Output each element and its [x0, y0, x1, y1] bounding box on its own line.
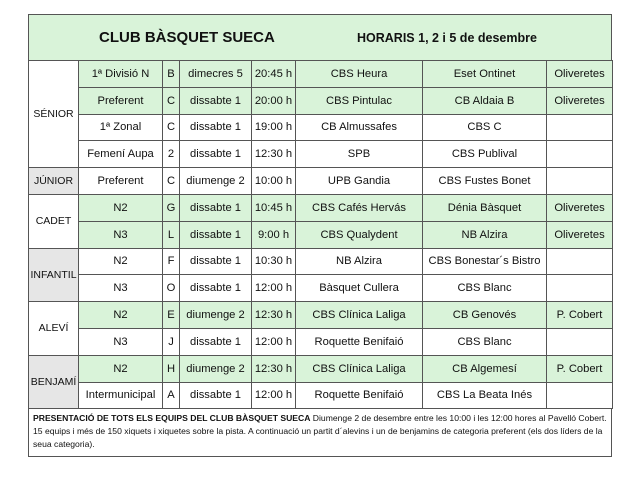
day-cell: dissabte 1 [180, 275, 252, 302]
away-cell: CBS Bonestar´s Bistro [423, 248, 547, 275]
code-cell: C [163, 87, 180, 114]
table-row [29, 141, 613, 168]
venue-cell [547, 275, 613, 302]
team-cell: 1ª Divisió N [79, 61, 163, 88]
away-cell: Dénia Bàsquet [423, 194, 547, 221]
time-cell: 10:30 h [252, 248, 296, 275]
day-cell: diumenge 2 [180, 355, 252, 382]
venue-cell [547, 248, 613, 275]
day-cell: dissabte 1 [180, 87, 252, 114]
home-cell: Roquette Benifaió [296, 382, 423, 409]
presentation-title: PRESENTACIÓ DE TOTS ELS EQUIPS DEL CLUB BÀSQUET SUECA [33, 413, 311, 424]
time-cell: 12:30 h [252, 302, 296, 329]
presentation-text: Diumenge 2 de desembre entre les 10:00 i les 12:00 hores al Pavelló Cobert. 15 equips i més de 150 xiquets i xiquetes sobre la pista. A continuació un partit d´alevins i un de benjamins de categoria preferent (els dos líders de la seua categoria). [33, 413, 607, 450]
club-title: CLUB BÀSQUET SUECA [99, 29, 275, 46]
time-cell: 12:00 h [252, 382, 296, 409]
day-cell: dissabte 1 [180, 141, 252, 168]
home-cell: CB Almussafes [296, 114, 423, 141]
team-cell: Preferent [79, 87, 163, 114]
home-cell: CBS Heura [296, 61, 423, 88]
venue-cell [547, 168, 613, 195]
code-cell: A [163, 382, 180, 409]
team-cell: N3 [79, 328, 163, 355]
home-cell: NB Alzira [296, 248, 423, 275]
time-cell: 12:30 h [252, 355, 296, 382]
home-cell: CBS Clínica Laliga [296, 355, 423, 382]
day-cell: dissabte 1 [180, 194, 252, 221]
schedule-table [28, 60, 613, 409]
time-cell: 10:00 h [252, 168, 296, 195]
venue-cell [547, 141, 613, 168]
venue-cell: Oliveretes [547, 87, 613, 114]
venue-cell [547, 382, 613, 409]
table-row [29, 87, 613, 114]
day-cell: dissabte 1 [180, 328, 252, 355]
team-cell: Femení Aupa [79, 141, 163, 168]
home-cell: CBS Qualydent [296, 221, 423, 248]
table-row [29, 61, 613, 88]
team-cell: Preferent [79, 168, 163, 195]
venue-cell: Oliveretes [547, 194, 613, 221]
day-cell: dimecres 5 [180, 61, 252, 88]
table-row [29, 168, 613, 195]
code-cell: C [163, 114, 180, 141]
schedule-dates: HORARIS 1, 2 i 5 de desembre [357, 30, 537, 45]
team-cell: Intermunicipal [79, 382, 163, 409]
away-cell: CB Aldaia B [423, 87, 547, 114]
time-cell: 12:00 h [252, 275, 296, 302]
away-cell: CBS C [423, 114, 547, 141]
category-label: ALEVÍ [29, 302, 79, 356]
venue-cell: P. Cobert [547, 302, 613, 329]
team-cell: N2 [79, 302, 163, 329]
away-cell: CBS Blanc [423, 275, 547, 302]
venue-cell: P. Cobert [547, 355, 613, 382]
code-cell: C [163, 168, 180, 195]
code-cell: G [163, 194, 180, 221]
schedule-sheet [28, 14, 612, 457]
time-cell: 20:45 h [252, 61, 296, 88]
table-row [29, 328, 613, 355]
team-cell: 1ª Zonal [79, 114, 163, 141]
away-cell: CBS La Beata Inés [423, 382, 547, 409]
day-cell: diumenge 2 [180, 302, 252, 329]
day-cell: dissabte 1 [180, 221, 252, 248]
away-cell: CBS Publival [423, 141, 547, 168]
category-label: CADET [29, 194, 79, 248]
code-cell: B [163, 61, 180, 88]
table-row [29, 114, 613, 141]
code-cell: L [163, 221, 180, 248]
code-cell: H [163, 355, 180, 382]
venue-cell [547, 114, 613, 141]
team-cell: N2 [79, 194, 163, 221]
home-cell: UPB Gandia [296, 168, 423, 195]
table-row [29, 302, 613, 329]
time-cell: 9:00 h [252, 221, 296, 248]
time-cell: 12:30 h [252, 141, 296, 168]
away-cell: CB Genovés [423, 302, 547, 329]
home-cell: Roquette Benifaió [296, 328, 423, 355]
table-row [29, 275, 613, 302]
day-cell: dissabte 1 [180, 382, 252, 409]
away-cell: Eset Ontinet [423, 61, 547, 88]
table-row [29, 248, 613, 275]
venue-cell: Oliveretes [547, 221, 613, 248]
table-row [29, 194, 613, 221]
table-row [29, 382, 613, 409]
category-label: JÚNIOR [29, 168, 79, 195]
home-cell: Bàsquet Cullera [296, 275, 423, 302]
table-row [29, 355, 613, 382]
away-cell: CBS Fustes Bonet [423, 168, 547, 195]
code-cell: E [163, 302, 180, 329]
presentation-note [28, 409, 612, 457]
venue-cell [547, 328, 613, 355]
time-cell: 19:00 h [252, 114, 296, 141]
away-cell: CB Algemesí [423, 355, 547, 382]
code-cell: J [163, 328, 180, 355]
team-cell: N2 [79, 355, 163, 382]
day-cell: dissabte 1 [180, 248, 252, 275]
time-cell: 10:45 h [252, 194, 296, 221]
team-cell: N3 [79, 275, 163, 302]
schedule-header [28, 14, 612, 60]
category-label: SÉNIOR [29, 61, 79, 168]
away-cell: CBS Blanc [423, 328, 547, 355]
day-cell: diumenge 2 [180, 168, 252, 195]
day-cell: dissabte 1 [180, 114, 252, 141]
table-row [29, 221, 613, 248]
home-cell: CBS Clínica Laliga [296, 302, 423, 329]
time-cell: 12:00 h [252, 328, 296, 355]
category-label: INFANTIL [29, 248, 79, 302]
home-cell: CBS Pintulac [296, 87, 423, 114]
code-cell: O [163, 275, 180, 302]
code-cell: F [163, 248, 180, 275]
home-cell: SPB [296, 141, 423, 168]
team-cell: N2 [79, 248, 163, 275]
home-cell: CBS Cafés Hervás [296, 194, 423, 221]
venue-cell: Oliveretes [547, 61, 613, 88]
time-cell: 20:00 h [252, 87, 296, 114]
team-cell: N3 [79, 221, 163, 248]
code-cell: 2 [163, 141, 180, 168]
away-cell: NB Alzira [423, 221, 547, 248]
category-label: BENJAMÍ [29, 355, 79, 409]
